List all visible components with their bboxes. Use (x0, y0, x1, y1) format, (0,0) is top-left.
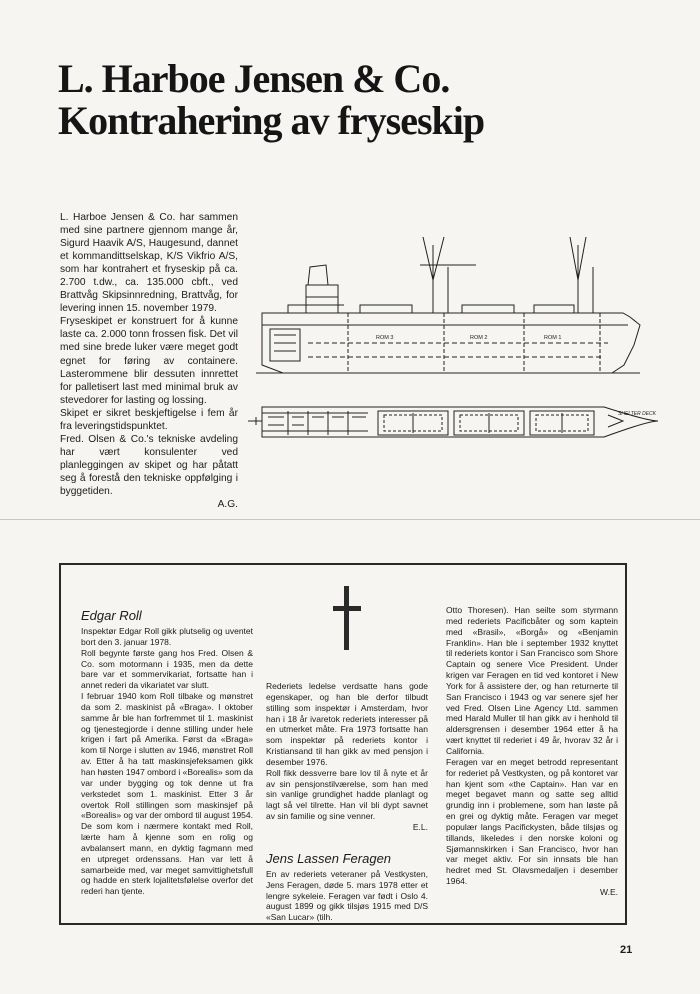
obituary-paragraph: Feragen var en meget betrodd representant for rederiet på Vestkysten, og på kontoret var han kjent som «the Captain». Han var en meget begavet mann og satte seg alltid grundig inn i problemene, som han løste på en grei og dyktig måte. Feragen var meget populær langs Pacifickysten, både tilsjøs og tillands, likeledes i den norske koloni og Sjømannskirken i San Francisco, hvor han var meget aktiv. For sin innsats ble han hedret med St. Olavsmedaljen i desember 1964. (446, 756, 618, 887)
title-line-2: Kontrahering av fryseskip (58, 98, 485, 143)
mast-mid (420, 265, 476, 313)
ship-drawing (248, 225, 678, 485)
obituary-paragraph: I februar 1940 kom Roll tilbake og mønstret da som 2. maskinist på «Braga». I oktober samme år ble han forfremmet til 1. maskinist og tjenestegjorde i denne stilling under hele krigen i fart på Amerika. Først da «Braga» kom til Norge i slutten av 1946, mønstret Roll av. Etter å ha tatt maskinsjefeksamen gikk han høsten 1947 ombord i «Borealis» som da var under bygging og tok denne ut fra verkstedet som 1. maskinist. Etter 3 år overtok Roll stillingen som maskinsjef på «Borealis» og var der ombord til august 1954. (81, 691, 253, 821)
obituary-heading-feragen: Jens Lassen Feragen (266, 850, 392, 866)
intro-paragraph: Fred. Olsen & Co.'s tekniske avdeling har vært konsulenter ved planleggingen av skipet og har påtatt seg å forestå den tekniske oppfølging i byggetiden. (60, 433, 238, 497)
page-number: 21 (620, 944, 633, 956)
intro-article (60, 211, 238, 511)
obituary-paragraph: Otto Thoresen). Han seilte som styrmann med rederiets Pacificbåter og som kaptein med «Brasil», «Borgå» og «Benjamin Franklin». Han ble i september 1932 knyttet til rederiets kontor i San Francisco som Shore Captain og senere Vice President. Under krigen var Feragen en tid ved kontoret i New York for å assistere der, og han returnerte til San Francisco i 1943 og var senere sjef her ved Fred. Olsen Line Agency Ltd. sammen med Harald Muller til han gikk av i henhold til aldersgrensen i desember 1964 etter å ha vært knyttet til rederiet i 49 år, hvorav 32 år i California. (446, 605, 618, 756)
obituary-paragraph: Roll begynte første gang hos Fred. Olsen & Co. som motormann i 1935, men da dette bare var et sommervikariat, fortsatte han i annet rederi da vikariatet var slutt. (81, 647, 253, 691)
mast-aft (423, 237, 444, 313)
mast-fwd (570, 237, 586, 313)
obituary-signature: W.E. (600, 886, 618, 897)
intro-paragraph: Fryseskipet er konstruert for å kunne laste ca. 2.000 tonn frossen fisk. Det vil med sine brede luker være meget godt egnet for føring av containere. Lasterommene blir dessuten innrettet for palletisert last med minimal bruk av stevedorer for lasting og lossing. (60, 316, 238, 406)
page-divider (0, 519, 700, 520)
title-line-1: L. Harboe Jensen & Co. (58, 56, 450, 101)
hold-label-1: ROM 1 (544, 335, 562, 341)
obituary-heading-roll: Edgar Roll (81, 608, 142, 623)
hold-label-2: ROM 2 (470, 335, 488, 341)
obituary-paragraph: De som kom i nærmere kontakt med Roll, lærte ham å kjenne som en rolig og avbalansert mann, en dyktig fagmann med en utpreget ordenssans. Han var lett å samarbeide med, var meget samvittighetsfull og hadde en sterk lojalitetsfølelse overfor det rederi han tjente. (81, 821, 253, 897)
obituary-column-2 (266, 681, 428, 923)
obituary-paragraph: En av rederiets veteraner på Vestkysten, Jens Feragen, døde 5. mars 1978 etter et lengre sykeleie. Feragen var født i Oslo 4. august 1899 og gikk tilsjøs 1915 med D/S «San Lucar» (tilh. (266, 868, 428, 923)
obituary-paragraph: Rederiets ledelse verdsatte hans gode egenskaper, og han ble derfor tilbudt stilling som inspektør i Amsterdam, hvor han i 18 år ivaretok rederiets interesser på en utmerket måte. Fra 1973 fortsatte han som inspektør på rederiets kontor i Kristiansand til han gikk av med pensjon i desember 1976. (266, 681, 428, 767)
intro-paragraph: Skipet er sikret beskjeftigelse i fem år fra leveringstidspunktet. (60, 407, 238, 432)
obituary-signature: E.L. (412, 821, 428, 832)
intro-paragraph: L. Harboe Jensen & Co. har sammen med sine partnere gjennom mange år, Sigurd Haavik A/S, Haugesund, dannet et kommandittselskap, K/S Vikfrio A/S, som har kontrahert et fryseskip på ca. 2.700 t.dw., ca. 135.000 cbft., ved Brattvåg Skipsinnredning, Brattvåg, for levering innen 15. november 1979. (60, 212, 238, 315)
obituary-column-3 (446, 605, 618, 898)
intro-signature: A.G. (217, 499, 238, 511)
hold-label-3: ROM 3 (376, 335, 394, 341)
funnel (308, 265, 328, 285)
obituary-paragraph: Roll fikk dessverre bare lov til å nyte et år av sin pensjonstilværelse, som han med sin vanlige grundighet hadde planlagt og lagt så vel tilrette. Han vil bli dypt savnet av sin familie og sine venner. (266, 767, 428, 822)
cross-icon (333, 586, 361, 650)
show-through-ghost (478, 70, 658, 118)
shelter-deck-label: SHELTER DECK (618, 411, 656, 417)
obituary-column-1 (81, 608, 253, 897)
superstructure (306, 285, 338, 313)
obituary-paragraph: Inspektør Edgar Roll gikk plutselig og uventet bort den 3. januar 1978. (81, 626, 253, 647)
